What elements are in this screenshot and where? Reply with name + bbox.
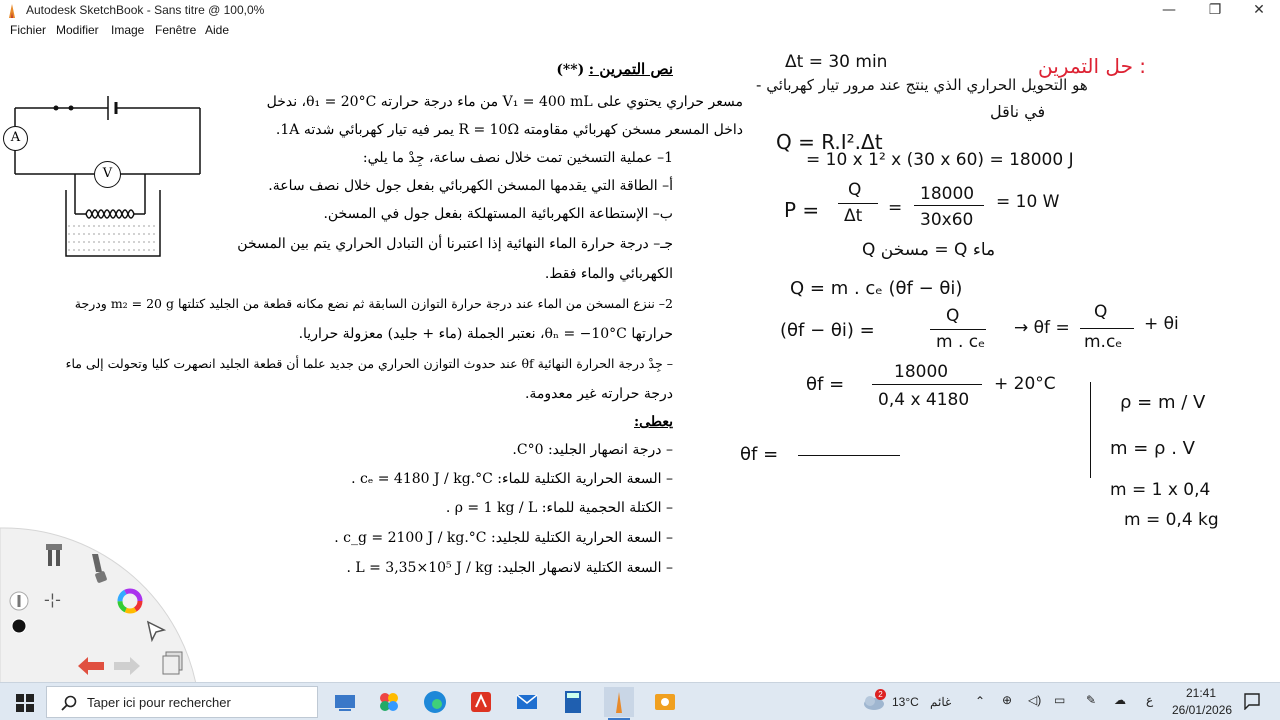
weather-condition[interactable]: غائم bbox=[930, 695, 952, 709]
black-color-swatch-icon[interactable] bbox=[11, 618, 27, 634]
formula-q: Q = R.I².Δt bbox=[776, 130, 883, 154]
exercise-line-11: درجة حرارته غير معدومة. bbox=[524, 386, 673, 402]
taskbar-app-acrobat-icon[interactable] bbox=[466, 687, 496, 717]
menu-aide[interactable]: Aide bbox=[205, 23, 230, 37]
select-arrow-icon[interactable] bbox=[146, 620, 166, 642]
formula-q-value: = 10 x 1² x (30 x 60) = 18000 J bbox=[806, 150, 1074, 170]
minimize-button[interactable]: — bbox=[1162, 2, 1176, 18]
delta-t: Δt = 30 min bbox=[785, 52, 888, 72]
isolate-fraction-bar bbox=[930, 329, 986, 330]
taskbar-app-task-view-icon[interactable] bbox=[330, 687, 360, 717]
theta-final-fraction-bar bbox=[872, 384, 982, 385]
close-button[interactable]: ✕ bbox=[1253, 2, 1265, 18]
chevron-up-icon[interactable]: ⌃ bbox=[975, 694, 986, 708]
taskbar-app-photos-icon[interactable] bbox=[374, 687, 404, 717]
isolate-den: m . cₑ bbox=[936, 332, 986, 352]
onedrive-icon[interactable]: ☁ bbox=[1114, 693, 1126, 707]
exercise-line-8: 2– ننزع المسخن من الماء عند درجة حرارة التوازن السابقة ثم نضع مكانه قطعة من الجليد كتلتها m₂ = 20 g ودرجة bbox=[74, 296, 673, 311]
power-result: = 10 W bbox=[996, 192, 1060, 212]
power-num-value: 18000 bbox=[920, 184, 975, 204]
taskbar-app-store-icon[interactable] bbox=[650, 687, 680, 717]
exercise-title: نص التمرين : bbox=[588, 60, 673, 78]
exercise-stars: (**) bbox=[556, 62, 585, 78]
taskbar-app-mail-icon[interactable] bbox=[512, 687, 542, 717]
network-icon[interactable]: ⊕ bbox=[1002, 693, 1013, 707]
exercise-line-7: الكهربائي والماء فقط. bbox=[544, 266, 673, 282]
ammeter bbox=[3, 126, 28, 151]
side-bracket bbox=[1090, 382, 1091, 478]
definition-line-1: - هو التحويل الحراري الذي ينتج عند مرور تيار كهربائي bbox=[756, 76, 1088, 94]
isolate-plus: + θi bbox=[1144, 314, 1179, 334]
heat-formula: Q = m . cₑ (θf − θi) bbox=[790, 278, 963, 299]
menu-modifier[interactable]: Modifier bbox=[56, 23, 99, 37]
taskbar-app-calculator-icon[interactable] bbox=[558, 687, 588, 717]
menu-fenetre[interactable]: Fenêtre bbox=[155, 23, 197, 37]
menu-bar bbox=[0, 22, 1280, 40]
isolate-rhs: → θf = bbox=[1014, 318, 1070, 338]
brush-icon[interactable] bbox=[86, 552, 112, 586]
given-4: – السعة الحرارية الكتلية للجليد: c_g = 2100 J / kg.°C . bbox=[334, 530, 673, 546]
energy-equality: Q مسخن = Q ماء bbox=[862, 240, 996, 260]
solution-title: حل التمرين : bbox=[1038, 54, 1147, 78]
mass-result: m = 0,4 kg bbox=[1124, 510, 1219, 530]
menu-fichier[interactable]: Fichier bbox=[10, 23, 47, 37]
definition-line-2: في ناقل bbox=[990, 102, 1046, 121]
theta-final-den: 0,4 x 4180 bbox=[878, 390, 970, 410]
display-icon[interactable]: ▭ bbox=[1054, 693, 1066, 707]
power-den-value: 30x60 bbox=[920, 210, 974, 230]
theta-final-num: 18000 bbox=[894, 362, 949, 382]
given-title: يعطى: bbox=[634, 414, 673, 430]
given-2: – السعة الحرارية الكتلية للماء: cₑ = 4180 J / kg.°C . bbox=[351, 471, 673, 487]
isolate-num: Q bbox=[946, 306, 960, 326]
given-1: – درجة انصهار الجليد: 0°C. bbox=[512, 442, 673, 458]
taskbar-search-box[interactable] bbox=[46, 686, 318, 718]
exercise-line-9: حرارتها θₙ = −10°C، نعتبر الجملة (ماء + جليد) معزولة حراريا. bbox=[298, 326, 673, 342]
rho-formula: ρ = m / V bbox=[1120, 392, 1206, 413]
language-indicator[interactable]: ع bbox=[1146, 693, 1154, 707]
weather-temperature[interactable]: 13°C bbox=[892, 695, 919, 709]
color-wheel-icon[interactable] bbox=[117, 588, 143, 614]
exercise-line-4: أ– الطاقة التي يقدمها المسخن الكهربائي بفعل جول خلال نصف ساعة. bbox=[268, 178, 673, 194]
exercise-line-5: ب– الإستطاعة الكهربائية المستهلكة بفعل جول في المسخن. bbox=[323, 206, 673, 222]
isolate-lhs: (θf − θi) = bbox=[780, 320, 875, 341]
power-num: Q bbox=[848, 180, 862, 200]
exercise-line-3: 1– عملية التسخين تمت خلال نصف ساعة، جِدْ ما يلي: bbox=[362, 150, 673, 166]
theta-final-lhs: θf = bbox=[806, 374, 845, 395]
power-fraction-bar-2 bbox=[914, 205, 984, 206]
mass-formula: m = ρ . V bbox=[1110, 438, 1195, 459]
menu-image[interactable]: Image bbox=[111, 23, 145, 37]
power-lhs: P = bbox=[784, 198, 820, 222]
given-5: – السعة الكتلية لانصهار الجليد: L = 3,35×10⁵ J / kg . bbox=[346, 560, 673, 576]
isolate-fraction-bar-2 bbox=[1080, 328, 1134, 329]
windows-start-icon[interactable] bbox=[16, 694, 34, 712]
maximize-button[interactable]: ❐ bbox=[1208, 2, 1222, 18]
mass-value: m = 1 x 0,4 bbox=[1110, 480, 1211, 500]
exercise-line-2: داخل المسعر مسخن كهربائي مقاومته R = 10Ω يمر فيه تيار كهربائي شدته 1A. bbox=[275, 122, 743, 138]
isolate-den-2: m.cₑ bbox=[1084, 332, 1123, 352]
exercise-line-10: – جِدْ درجة الحرارة النهائية θf عند حدوث التوازن الحراري من جديد علما أن قطعة الجليد انصهرت كليا وتحولت إلى ماء bbox=[65, 356, 673, 371]
redo-icon[interactable] bbox=[112, 654, 142, 678]
voltmeter bbox=[94, 161, 121, 188]
search-placeholder: Taper ici pour rechercher bbox=[87, 695, 231, 710]
drawing-canvas[interactable]: A V نص التمرين : (**) مسعر حراري يحتوي على V₁ = 400 mL من ماء درجة حرارته θ₁ = 20°C، ندخل داخل المسعر مسخن كهربائي مقاومته R = 10Ω يمر فيه تيار كهربائي شدته 1A. 1– عملية التسخين تمت خلال نصف ساعة، جِدْ ما يلي: أ– الطاقة التي يقدمها المسخن الكهربائي بفعل جول خلال نصف ساعة. ب– الإستطاعة الكهربائية المستهلكة بفعل جول في المسخن. جـ– درجة حرارة الماء النهائية إذا اعتبرنا أن التبادل الحراري يتم بين المسخن الكهربائي والماء فقط. 2– ننزع المسخن من الماء عند درجة حرارة التوازن السابقة ثم نضع مكانه قطعة من الجليد كتلتها m₂ = 20 g ودرجة حرارتها θₙ = −10°C، نعتبر الجملة (ماء + جليد) معزولة حراريا. – جِدْ درجة الحرارة النهائية θf عند حدوث التوازن الحراري من جديد علما أن قطعة الجليد انصهرت كليا وتحولت إلى ماء درجة حرارته غير معدومة. يعطى: – درجة انصهار الجليد: 0°C. – السعة الحرارية الكتلية للماء: cₑ = 4180 J / kg.°C . – الكتلة الحجمية للماء: ρ = 1 kg / L . – السعة الحرارية الكتلية للجليد: c_g = 2100 J / kg.°C . – السعة الكتلية لانصهار الجليد: L = 3,35×10⁵ J / kg . حل التمرين : Δt = 30 min - هو التحويل الحراري الذي ينتج عند مرور تيار كهربائي في ناقل Q = R.I².Δt = 10 x 1² x (30 x 60) = 18000 J P = Q Δt = 18000 30x60 = 10 W Q مسخن = Q ماء Q = m . cₑ (θf − θi) (θf − θi) = Q m . cₑ → θf = Q m.cₑ + θi θf = 18000 0,4 x 4180 + 20°C θf = ρ = m / V m = ρ . V m = 1 x 0,4 m = 0,4 kg -¦- bbox=[0, 40, 1280, 682]
exercise-line-1: مسعر حراري يحتوي على V₁ = 400 mL من ماء درجة حرارته θ₁ = 20°C، ندخل bbox=[266, 94, 743, 110]
opacity-puck-icon[interactable] bbox=[8, 590, 30, 612]
exercise-line-6: جـ– درجة حرارة الماء النهائية إذا اعتبرنا أن التبادل الحراري يتم بين المسخن bbox=[237, 236, 673, 252]
windows-taskbar bbox=[0, 682, 1280, 720]
crosshair-icon[interactable]: -¦- bbox=[44, 590, 61, 609]
clock-time[interactable]: 21:41 bbox=[1186, 686, 1217, 700]
theta-final-plus: + 20°C bbox=[994, 374, 1056, 394]
brush-tools-icon[interactable] bbox=[44, 540, 68, 570]
ammeter-label: A bbox=[10, 130, 21, 145]
voltmeter-label: V bbox=[102, 166, 113, 181]
undo-icon[interactable] bbox=[76, 654, 106, 678]
title-bar bbox=[0, 0, 1280, 22]
weather-badge: 2 bbox=[875, 689, 886, 700]
clock-date[interactable]: 26/01/2026 bbox=[1172, 703, 1233, 717]
notifications-icon[interactable] bbox=[1243, 692, 1261, 710]
sketchbook-app-icon bbox=[6, 3, 18, 19]
theta-final-blank-lhs: θf = bbox=[740, 444, 779, 465]
taskbar-app-edge-icon[interactable] bbox=[420, 687, 450, 717]
speaker-icon[interactable]: ◁) bbox=[1028, 693, 1042, 707]
exercise-heading bbox=[556, 60, 673, 78]
layers-icon[interactable] bbox=[160, 650, 186, 676]
pen-icon[interactable]: ✎ bbox=[1086, 693, 1097, 707]
window-title: Autodesk SketchBook - Sans titre @ 100,0% bbox=[26, 3, 265, 17]
isolate-num-2: Q bbox=[1094, 302, 1108, 322]
power-den: Δt bbox=[844, 206, 863, 226]
search-icon bbox=[61, 695, 77, 711]
power-fraction-bar bbox=[838, 203, 878, 204]
answer-blank-line bbox=[798, 455, 900, 456]
taskbar-app-sketchbook-icon[interactable] bbox=[604, 687, 634, 717]
given-3: – الكتلة الحجمية للماء: ρ = 1 kg / L . bbox=[445, 500, 673, 516]
